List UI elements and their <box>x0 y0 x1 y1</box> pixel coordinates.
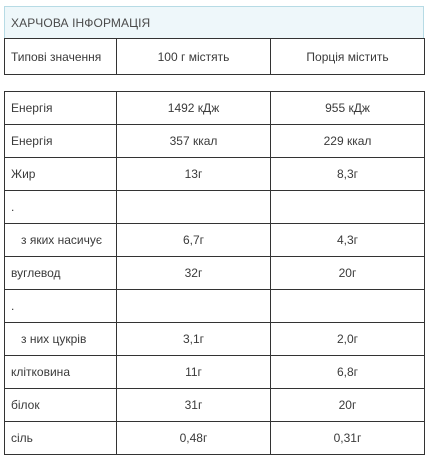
row-label: сіль <box>5 422 117 455</box>
row-per-portion: 20г <box>271 257 425 290</box>
row-per-portion: 8,3г <box>271 158 425 191</box>
nutrition-rows <box>5 92 425 455</box>
row-per-100g: 6,7г <box>117 224 271 257</box>
table-row <box>5 158 425 191</box>
row-label: . <box>5 290 117 323</box>
row-per-portion <box>271 290 425 323</box>
row-per-portion: 6,8г <box>271 356 425 389</box>
row-per-100g: 32г <box>117 257 271 290</box>
row-per-100g: 13г <box>117 158 271 191</box>
table-row <box>5 191 425 224</box>
row-label: вуглевод <box>5 257 117 290</box>
row-label: клітковина <box>5 356 117 389</box>
table-row <box>5 224 425 257</box>
row-per-portion: 955 кДж <box>271 92 425 125</box>
row-label: Енергія <box>5 125 117 158</box>
row-per-portion: 4,3г <box>271 224 425 257</box>
header-per-portion: Порція містить <box>271 39 425 75</box>
row-label: з яких насичує <box>5 224 117 257</box>
row-per-100g: 0,48г <box>117 422 271 455</box>
row-per-100g: 31г <box>117 389 271 422</box>
table-row <box>5 125 425 158</box>
table-gap <box>4 75 424 91</box>
nutrition-title: ХАРЧОВА ІНФОРМАЦІЯ <box>4 6 424 38</box>
row-per-100g <box>117 290 271 323</box>
row-label: . <box>5 191 117 224</box>
nutrition-values-table <box>4 91 425 455</box>
header-typical-values: Типові значення <box>5 39 117 75</box>
row-per-100g: 1492 кДж <box>117 92 271 125</box>
table-row <box>5 389 425 422</box>
header-row <box>5 39 425 75</box>
row-per-portion: 20г <box>271 389 425 422</box>
table-row <box>5 92 425 125</box>
header-per-100g: 100 г містять <box>117 39 271 75</box>
table-row <box>5 323 425 356</box>
row-per-100g: 3,1г <box>117 323 271 356</box>
row-label: з них цукрів <box>5 323 117 356</box>
row-per-portion: 229 ккал <box>271 125 425 158</box>
row-label: Енергія <box>5 92 117 125</box>
row-label: білок <box>5 389 117 422</box>
row-per-100g <box>117 191 271 224</box>
nutrition-header-table <box>4 38 425 75</box>
nutrition-panel <box>4 6 424 455</box>
row-label: Жир <box>5 158 117 191</box>
table-row <box>5 356 425 389</box>
table-row <box>5 290 425 323</box>
row-per-portion <box>271 191 425 224</box>
row-per-portion: 0,31г <box>271 422 425 455</box>
row-per-portion: 2,0г <box>271 323 425 356</box>
table-row <box>5 422 425 455</box>
row-per-100g: 357 ккал <box>117 125 271 158</box>
row-per-100g: 11г <box>117 356 271 389</box>
table-row <box>5 257 425 290</box>
